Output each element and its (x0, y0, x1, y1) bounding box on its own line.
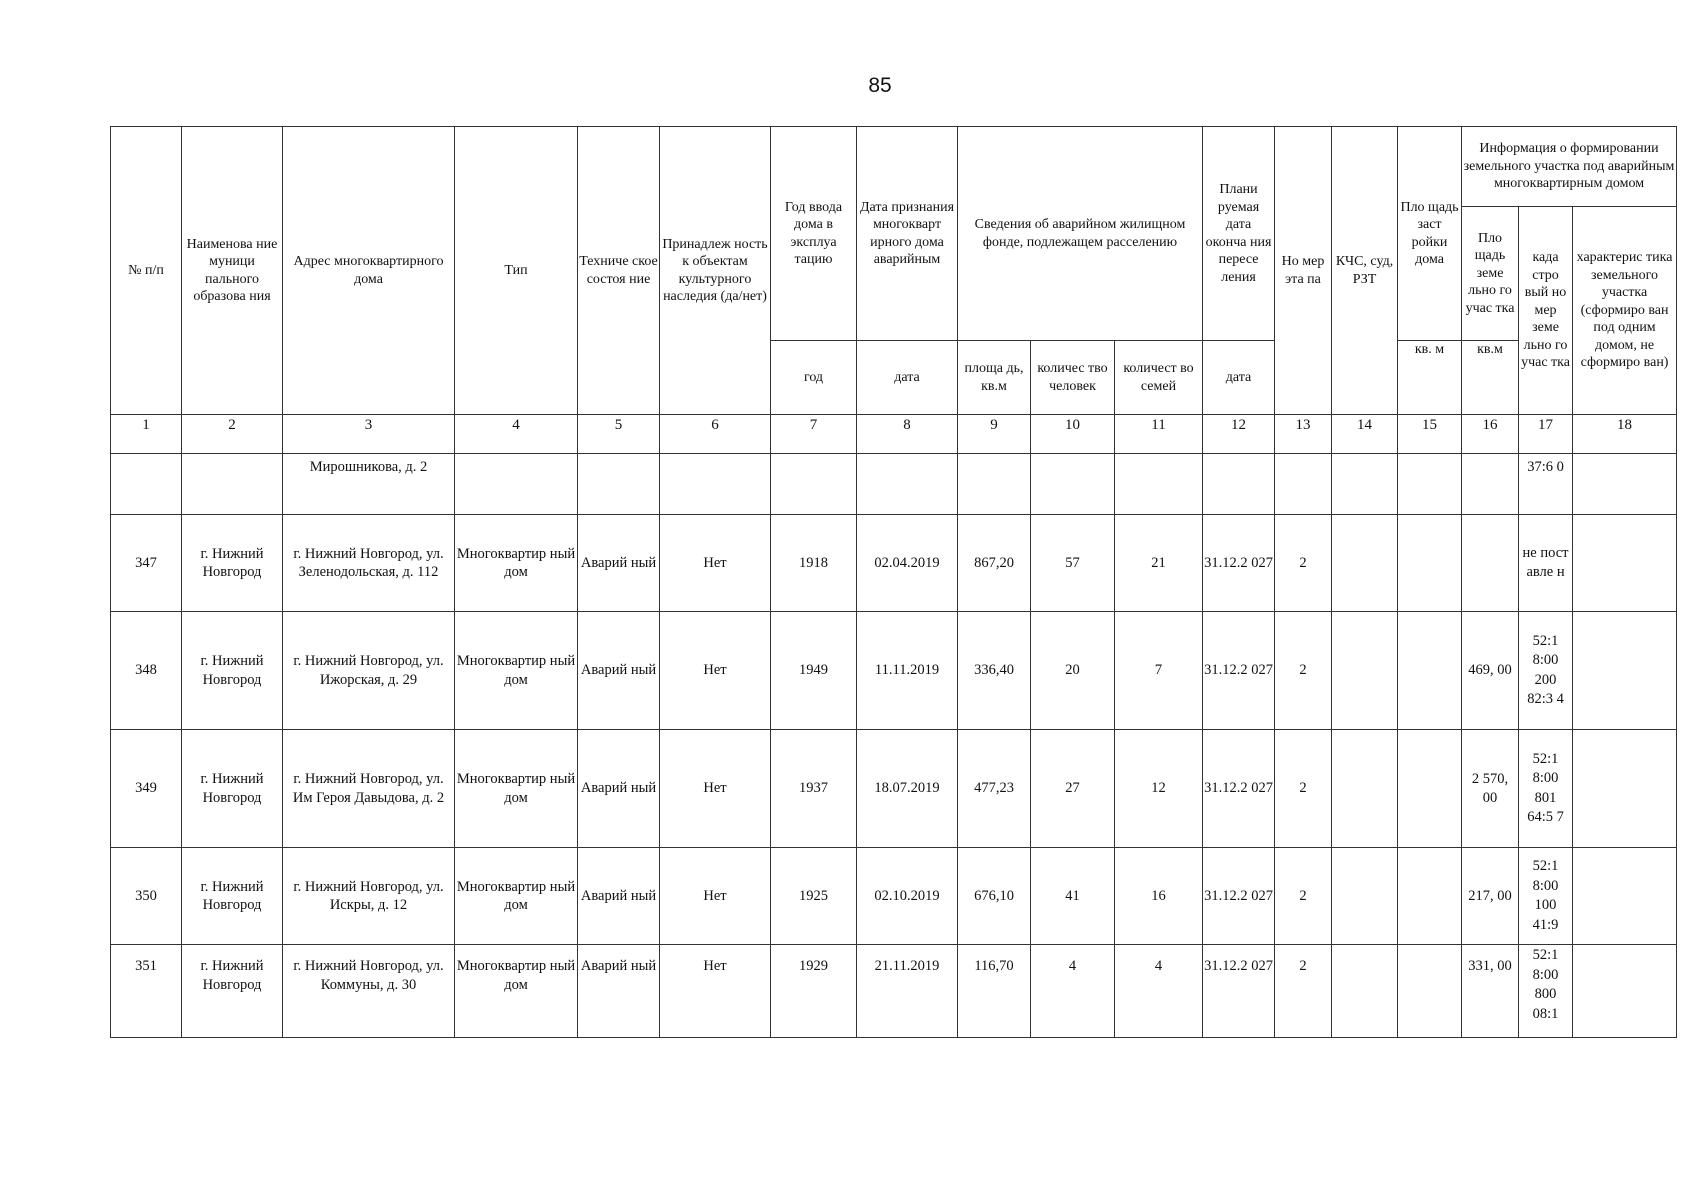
column-number: 4 (455, 415, 578, 454)
recognition-date-cell: 21.11.2019 (857, 945, 958, 1038)
planned-date-cell (1203, 454, 1275, 515)
stage-cell: 2 (1275, 612, 1332, 730)
land-characteristic-cell (1573, 515, 1677, 612)
municipality-cell: г. Нижний Новгород (182, 730, 283, 848)
header-c8: Дата признания многокварт ирного дома аварийным (857, 127, 958, 341)
table-body (111, 454, 1677, 1038)
column-number-row (111, 415, 1677, 454)
condition-cell: Аварий ный (578, 515, 660, 612)
family-count-cell: 4 (1115, 945, 1203, 1038)
area-cell: 477,23 (958, 730, 1031, 848)
column-number: 12 (1203, 415, 1275, 454)
area-cell: 336,40 (958, 612, 1031, 730)
condition-cell: Аварий ный (578, 848, 660, 945)
condition-cell: Аварий ный (578, 730, 660, 848)
header-c14: КЧС, суд, РЗТ (1332, 127, 1398, 415)
land-characteristic-cell (1573, 945, 1677, 1038)
people-count-cell: 4 (1031, 945, 1115, 1038)
row-number: 351 (111, 945, 182, 1038)
table-row (111, 515, 1677, 612)
header-group-16-18: Информация о формировании земельного участка под аварийным многоквартирным домом (1462, 127, 1677, 207)
heritage-cell: Нет (660, 730, 771, 848)
emergency-housing-table (110, 126, 1677, 1038)
column-number: 7 (771, 415, 857, 454)
type-cell (455, 454, 578, 515)
planned-date-cell: 31.12.2 027 (1203, 848, 1275, 945)
address-cell: г. Нижний Новгород, ул. Ижорская, д. 29 (283, 612, 455, 730)
header-c17: када стро вый но мер земе льно го учас тка (1519, 207, 1573, 415)
column-number: 9 (958, 415, 1031, 454)
building-area-cell (1398, 848, 1462, 945)
land-characteristic-cell (1573, 454, 1677, 515)
condition-cell: Аварий ный (578, 945, 660, 1038)
header-c13: Но мер эта па (1275, 127, 1332, 415)
header-c8-sub: дата (857, 341, 958, 415)
building-area-cell (1398, 454, 1462, 515)
column-number: 2 (182, 415, 283, 454)
stage-cell: 2 (1275, 848, 1332, 945)
cadastral-number-cell: 52:1 8:00 801 64:5 7 (1519, 730, 1573, 848)
header-c7: Год ввода дома в эксплуа тацию (771, 127, 857, 341)
people-count-cell: 57 (1031, 515, 1115, 612)
header-c18: характерис тика земельного участка (сформиро ван под одним домом, не сформиро ван) (1573, 207, 1677, 415)
kchs-cell (1332, 848, 1398, 945)
recognition-date-cell: 02.04.2019 (857, 515, 958, 612)
land-characteristic-cell (1573, 612, 1677, 730)
header-c5: Техниче ское состоя ние (578, 127, 660, 415)
planned-date-cell: 31.12.2 027 (1203, 730, 1275, 848)
row-number: 347 (111, 515, 182, 612)
header-c16: Пло щадь земе льно го учас тка (1462, 207, 1519, 341)
land-area-cell (1462, 515, 1519, 612)
recognition-date-cell: 18.07.2019 (857, 730, 958, 848)
municipality-cell (182, 454, 283, 515)
land-area-cell: 331, 00 (1462, 945, 1519, 1038)
area-cell: 867,20 (958, 515, 1031, 612)
header-c10-sub: количес тво человек (1031, 341, 1115, 415)
kchs-cell (1332, 454, 1398, 515)
municipality-cell: г. Нижний Новгород (182, 848, 283, 945)
land-area-cell (1462, 454, 1519, 515)
address-cell: Мирошникова, д. 2 (283, 454, 455, 515)
header-c7-sub: год (771, 341, 857, 415)
cadastral-number-cell: не пост авле н (1519, 515, 1573, 612)
address-cell: г. Нижний Новгород, ул. Им Героя Давыдова, д. 2 (283, 730, 455, 848)
column-number: 10 (1031, 415, 1115, 454)
header-c15-sub: кв. м (1398, 341, 1462, 415)
heritage-cell: Нет (660, 945, 771, 1038)
kchs-cell (1332, 612, 1398, 730)
heritage-cell: Нет (660, 612, 771, 730)
condition-cell (578, 454, 660, 515)
column-number: 14 (1332, 415, 1398, 454)
area-cell (958, 454, 1031, 515)
kchs-cell (1332, 515, 1398, 612)
land-area-cell: 217, 00 (1462, 848, 1519, 945)
header-c11-sub: количест во семей (1115, 341, 1203, 415)
stage-cell (1275, 454, 1332, 515)
row-number: 348 (111, 612, 182, 730)
header-c16-sub: кв.м (1462, 341, 1519, 415)
kchs-cell (1332, 945, 1398, 1038)
header-group-9-11: Сведения об аварийном жилищном фонде, подлежащем расселению (958, 127, 1203, 341)
people-count-cell: 41 (1031, 848, 1115, 945)
land-characteristic-cell (1573, 848, 1677, 945)
building-area-cell (1398, 612, 1462, 730)
area-cell: 116,70 (958, 945, 1031, 1038)
column-number: 5 (578, 415, 660, 454)
building-area-cell (1398, 515, 1462, 612)
address-cell: г. Нижний Новгород, ул. Зеленодольская, д. 112 (283, 515, 455, 612)
condition-cell: Аварий ный (578, 612, 660, 730)
planned-date-cell: 31.12.2 027 (1203, 515, 1275, 612)
type-cell: Многоквартир ный дом (455, 730, 578, 848)
recognition-date-cell (857, 454, 958, 515)
kchs-cell (1332, 730, 1398, 848)
people-count-cell: 27 (1031, 730, 1115, 848)
header-c1: № п/п (111, 127, 182, 415)
page-number: 85 (868, 74, 892, 97)
column-number: 3 (283, 415, 455, 454)
header-c3: Адрес многоквартирного дома (283, 127, 455, 415)
header-c2: Наименова ние муници пального образова ния (182, 127, 283, 415)
planned-date-cell: 31.12.2 027 (1203, 612, 1275, 730)
type-cell: Многоквартир ный дом (455, 612, 578, 730)
year-cell: 1949 (771, 612, 857, 730)
building-area-cell (1398, 945, 1462, 1038)
table-row (111, 730, 1677, 848)
heritage-cell: Нет (660, 848, 771, 945)
table-row (111, 454, 1677, 515)
header-c9-sub: площа дь, кв.м (958, 341, 1031, 415)
address-cell: г. Нижний Новгород, ул. Коммуны, д. 30 (283, 945, 455, 1038)
municipality-cell: г. Нижний Новгород (182, 515, 283, 612)
type-cell: Многоквартир ный дом (455, 945, 578, 1038)
people-count-cell: 20 (1031, 612, 1115, 730)
land-area-cell: 2 570, 00 (1462, 730, 1519, 848)
land-area-cell: 469, 00 (1462, 612, 1519, 730)
header-c15: Пло щадь заст ройки дома (1398, 127, 1462, 341)
column-number: 16 (1462, 415, 1519, 454)
address-cell: г. Нижний Новгород, ул. Искры, д. 12 (283, 848, 455, 945)
year-cell (771, 454, 857, 515)
header-c12: Плани руемая дата оконча ния пересе ления (1203, 127, 1275, 341)
table-row (111, 945, 1677, 1038)
year-cell: 1937 (771, 730, 857, 848)
column-number: 17 (1519, 415, 1573, 454)
column-number: 1 (111, 415, 182, 454)
column-number: 13 (1275, 415, 1332, 454)
family-count-cell: 12 (1115, 730, 1203, 848)
table-row (111, 612, 1677, 730)
column-number: 8 (857, 415, 958, 454)
recognition-date-cell: 11.11.2019 (857, 612, 958, 730)
column-number: 11 (1115, 415, 1203, 454)
column-number: 18 (1573, 415, 1677, 454)
table-header (111, 127, 1677, 454)
municipality-cell: г. Нижний Новгород (182, 612, 283, 730)
cadastral-number-cell: 52:1 8:00 200 82:3 4 (1519, 612, 1573, 730)
heritage-cell: Нет (660, 515, 771, 612)
type-cell: Многоквартир ный дом (455, 848, 578, 945)
type-cell: Многоквартир ный дом (455, 515, 578, 612)
family-count-cell: 7 (1115, 612, 1203, 730)
land-characteristic-cell (1573, 730, 1677, 848)
stage-cell: 2 (1275, 945, 1332, 1038)
municipality-cell: г. Нижний Новгород (182, 945, 283, 1038)
column-number: 15 (1398, 415, 1462, 454)
row-number (111, 454, 182, 515)
cadastral-number-cell: 52:1 8:00 800 08:1 (1519, 945, 1573, 1038)
header-c12-sub: дата (1203, 341, 1275, 415)
area-cell: 676,10 (958, 848, 1031, 945)
row-number: 350 (111, 848, 182, 945)
family-count-cell: 21 (1115, 515, 1203, 612)
heritage-cell (660, 454, 771, 515)
family-count-cell: 16 (1115, 848, 1203, 945)
planned-date-cell: 31.12.2 027 (1203, 945, 1275, 1038)
year-cell: 1925 (771, 848, 857, 945)
column-number: 6 (660, 415, 771, 454)
stage-cell: 2 (1275, 730, 1332, 848)
header-c4: Тип (455, 127, 578, 415)
table-row (111, 848, 1677, 945)
year-cell: 1929 (771, 945, 857, 1038)
recognition-date-cell: 02.10.2019 (857, 848, 958, 945)
cadastral-number-cell: 37:6 0 (1519, 454, 1573, 515)
header-c6: Принадлеж ность к объектам культурного наследия (да/нет) (660, 127, 771, 415)
row-number: 349 (111, 730, 182, 848)
cadastral-number-cell: 52:1 8:00 100 41:9 (1519, 848, 1573, 945)
family-count-cell (1115, 454, 1203, 515)
people-count-cell (1031, 454, 1115, 515)
stage-cell: 2 (1275, 515, 1332, 612)
year-cell: 1918 (771, 515, 857, 612)
building-area-cell (1398, 730, 1462, 848)
